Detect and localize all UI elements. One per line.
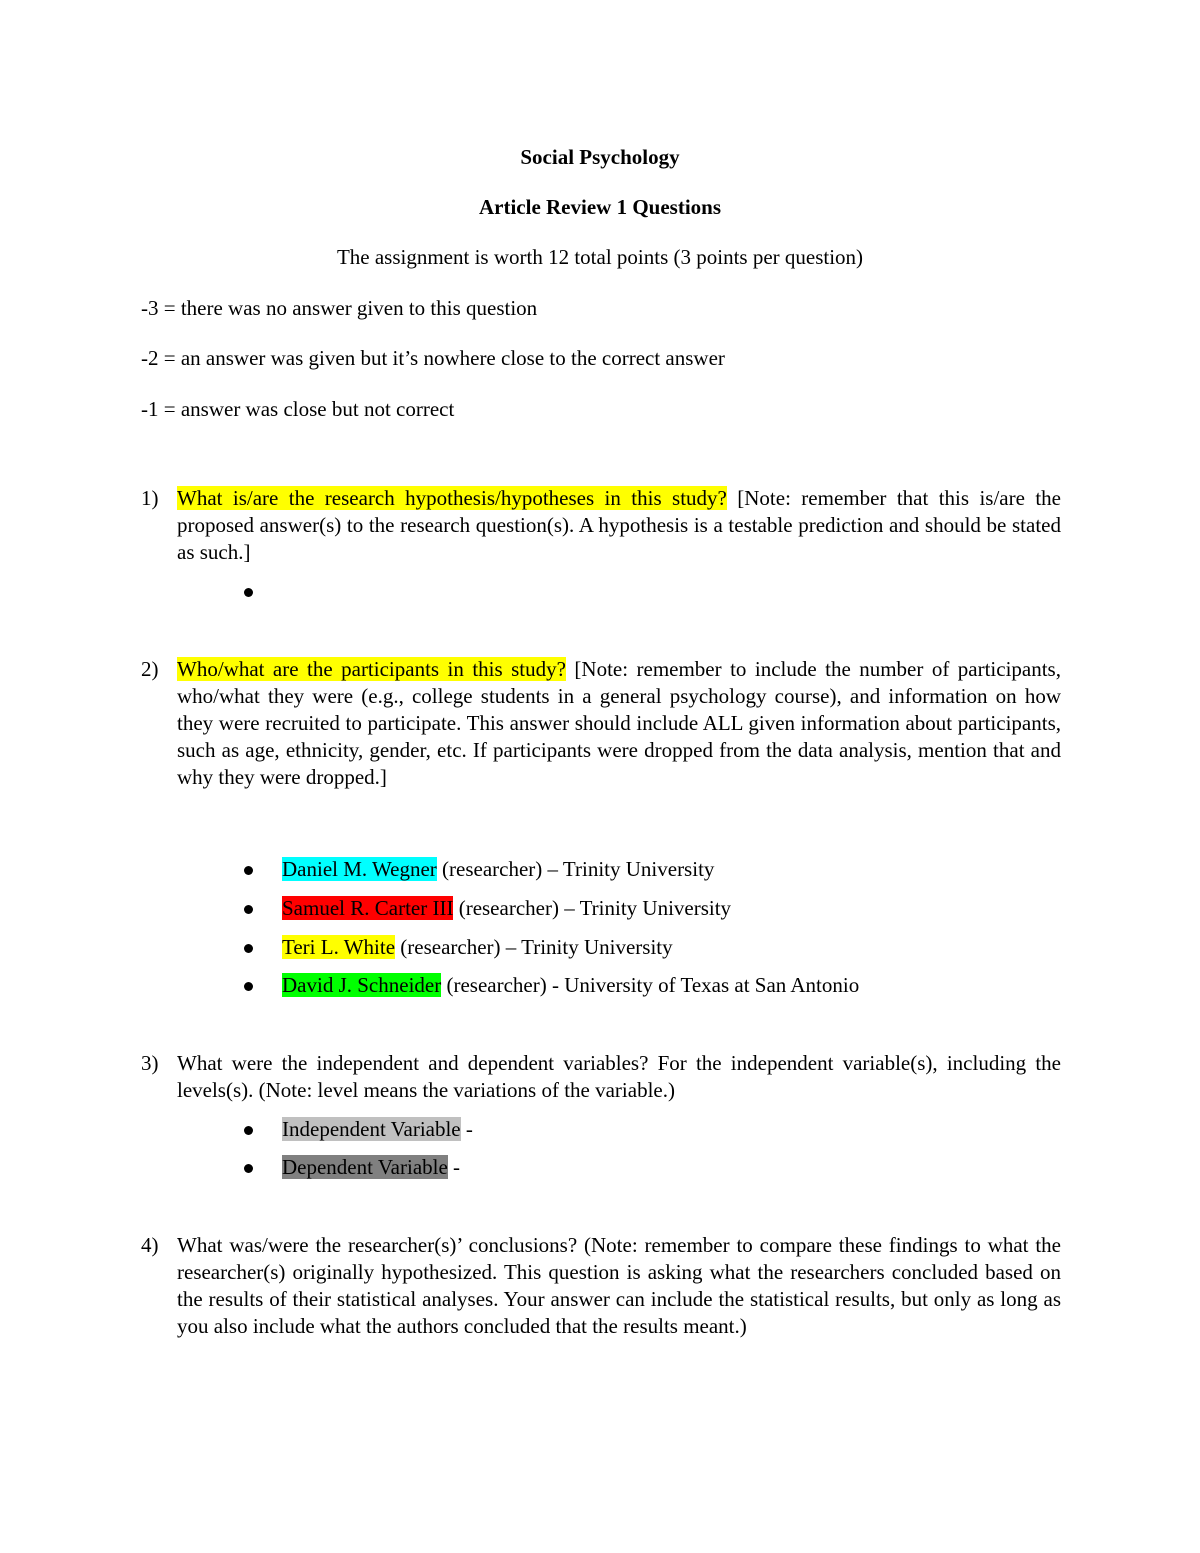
researcher-affiliation: (researcher) – Trinity University <box>453 896 732 920</box>
rubric-item: -3 = there was no answer given to this question <box>141 296 538 320</box>
variable-answer: - <box>460 1117 473 1141</box>
question-text <box>177 656 1061 791</box>
course-title: Social Psychology <box>520 145 680 169</box>
researcher-name: Daniel M. Wegner <box>282 857 437 881</box>
bullet-icon <box>244 905 253 914</box>
researcher-name: Samuel R. Carter III <box>282 896 454 920</box>
question-number: 2) <box>141 657 159 681</box>
question-note: [Note: remember that this is/are the proposed answer(s) to the research question(s). A hypothesis is a testable prediction and should be stated as such.] <box>177 486 1061 564</box>
bullet-icon <box>244 866 253 875</box>
bullet-icon <box>244 982 253 991</box>
question-number: 4) <box>141 1233 159 1257</box>
question-text: What was/were the researcher(s)’ conclusions? (Note: remember to compare these findings to what the researcher(s) originally hypothesized. This question is asking what the researchers concluded based on the results of their statistical analyses. Your answer can include the statistical results, but only as long as you also include what the authors concluded that the results meant.) <box>177 1233 1061 1338</box>
question-highlight: What is/are the research hypothesis/hypotheses in this study? <box>177 486 727 510</box>
variable-label: Independent Variable <box>282 1117 461 1141</box>
variable-answer: - <box>447 1155 461 1179</box>
rubric-item: -2 = an answer was given but it’s nowhere close to the correct answer <box>141 346 725 370</box>
bullet-icon <box>244 1164 253 1173</box>
researcher-name: David J. Schneider <box>282 973 442 997</box>
question-note: [Note: remember to include the number of participants, who/what they were (e.g., college students in a general psychology course), and information on how they were recruited to participate. This answer should include ALL given information about participants, such as age, ethnicity, gender, etc. If participants were dropped from the data analysis, mention that and why they were dropped.] <box>177 657 1061 789</box>
variable-label: Dependent Variable <box>282 1155 448 1179</box>
question-3 <box>141 1050 1061 1104</box>
assignment-title: Article Review 1 Questions <box>478 195 722 219</box>
question-text <box>177 485 1061 566</box>
points-note: The assignment is worth 12 total points (3 points per question) <box>336 245 864 269</box>
bullet-icon <box>244 944 253 953</box>
researcher-affiliation: (researcher) - University of Texas at San Antonio <box>441 973 860 997</box>
question-text: What were the independent and dependent variables? For the independent variable(s), including the levels(s). (Note: level means the variations of the variable.) <box>177 1051 1061 1102</box>
researcher-affiliation: (researcher) – Trinity University <box>436 857 715 881</box>
question-2 <box>141 656 1061 791</box>
rubric-item: -1 = answer was close but not correct <box>141 397 455 421</box>
question-number: 3) <box>141 1051 159 1075</box>
researcher-name: Teri L. White <box>282 935 396 959</box>
bullet-icon <box>244 1126 253 1135</box>
question-4 <box>141 1232 1061 1340</box>
question-1 <box>141 485 1061 566</box>
question-highlight: Who/what are the participants in this study? <box>177 657 566 681</box>
question-number: 1) <box>141 486 159 510</box>
bullet-icon <box>244 588 253 597</box>
researcher-affiliation: (researcher) – Trinity University <box>395 935 673 959</box>
